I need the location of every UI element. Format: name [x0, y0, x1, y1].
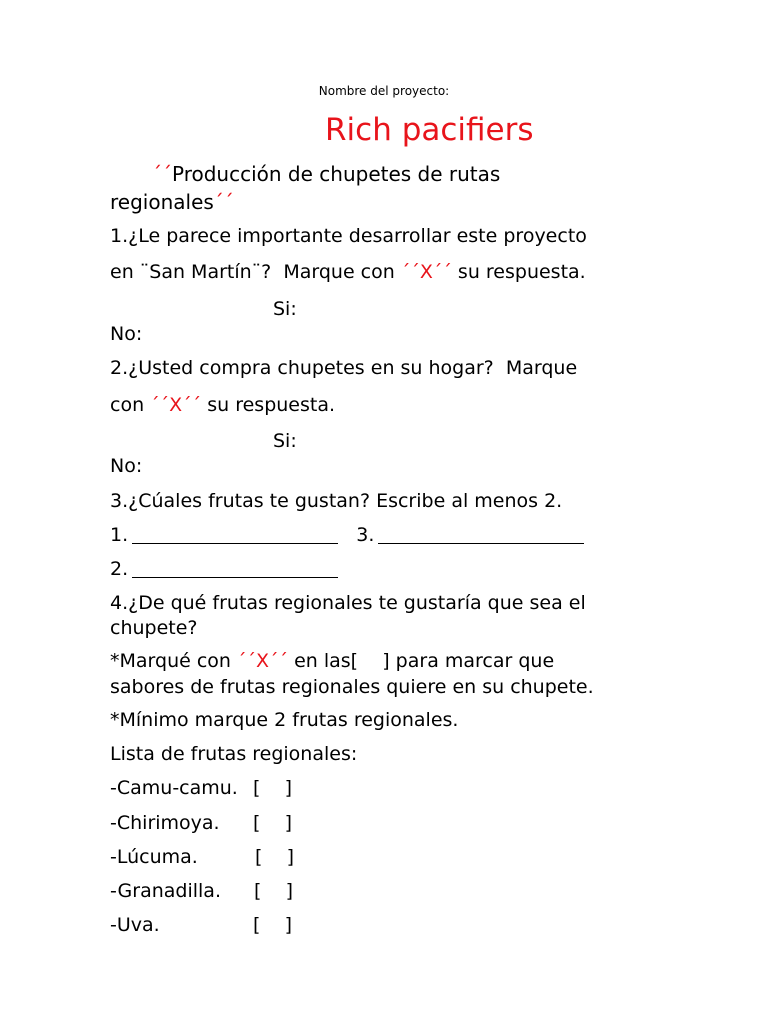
q1-no-option: No:	[110, 323, 143, 345]
q4-instr-pre: *Marqué con	[110, 650, 237, 672]
fruit-item	[110, 878, 221, 904]
subtitle-text-line1: Producción de chupetes de rutas	[172, 162, 501, 186]
fruit-item	[110, 844, 198, 870]
q1-line2-post: su respuesta.	[451, 261, 586, 283]
project-name-label: Nombre del proyecto:	[318, 84, 450, 98]
fruit-list-title: Lista de frutas regionales:	[110, 743, 358, 765]
fruit-item	[110, 912, 160, 938]
q4-line2: chupete?	[110, 617, 198, 639]
subtitle-close-quotes: ´´	[213, 190, 234, 214]
subtitle-text-line2: regionales	[110, 190, 214, 214]
q3-blank1-label: 1.	[110, 524, 129, 546]
q3-blank-row-1	[110, 522, 584, 548]
fruit-item	[110, 810, 220, 836]
q2-yes-option: Si:	[273, 430, 297, 452]
q3-blank3-label: 3.	[356, 524, 375, 546]
fruit-name: -Camu-camu.	[110, 777, 238, 799]
fruit-name: -Granadilla.	[110, 880, 221, 902]
subtitle-open-quotes: ´´	[152, 162, 172, 186]
fruit-checkbox[interactable]: [ ]	[253, 777, 292, 799]
fruit-checkbox[interactable]: [ ]	[253, 812, 292, 834]
fruit-name: -Lúcuma.	[110, 846, 198, 868]
q2-line1: 2.¿Usted compra chupetes en su hogar? Marque	[110, 357, 578, 379]
q2-line2-post: su respuesta.	[201, 394, 336, 416]
q3-blank3-field[interactable]	[378, 523, 584, 544]
q2-mark: ´´X´´	[150, 394, 202, 416]
q2-line2-pre: con	[110, 394, 151, 416]
q4-line1: 4.¿De qué frutas regionales te gustaría que sea el	[110, 592, 586, 614]
q4-instr-post: en las[ ] para marcar que	[288, 650, 555, 672]
q3-blank2-field[interactable]	[132, 557, 338, 578]
q1-line2	[110, 259, 586, 285]
project-subtitle	[110, 160, 650, 216]
fruit-checkbox[interactable]: [ ]	[253, 914, 292, 936]
q2-line2	[110, 392, 335, 418]
q3-blank2-label: 2.	[110, 558, 129, 580]
q3-blank1-field[interactable]	[132, 523, 338, 544]
project-title: Rich pacifiers	[325, 112, 534, 148]
q1-line2-pre: en ¨San Martín¨? Marque con	[110, 261, 401, 283]
q1-mark: ´´X´´	[400, 261, 452, 283]
q1-yes-option: Si:	[273, 298, 297, 320]
q3-line1: 3.¿Cúales frutas te gustan? Escribe al menos 2.	[110, 490, 563, 512]
q4-instruction	[110, 648, 554, 674]
q2-no-option: No:	[110, 455, 143, 477]
fruit-checkbox[interactable]: [ ]	[255, 846, 294, 868]
q4-instr-mark: ´´X´´	[237, 650, 289, 672]
q3-blank-row-2	[110, 556, 338, 582]
q4-minimum-note: *Mínimo marque 2 frutas regionales.	[110, 709, 459, 731]
fruit-name: -Uva.	[110, 914, 160, 936]
q1-line1: 1.¿Le parece importante desarrollar este proyecto	[110, 225, 587, 247]
q4-instruction-line2: sabores de frutas regionales quiere en su chupete.	[110, 676, 594, 698]
fruit-checkbox[interactable]: [ ]	[254, 880, 293, 902]
fruit-item	[110, 775, 238, 801]
fruit-name: -Chirimoya.	[110, 812, 220, 834]
